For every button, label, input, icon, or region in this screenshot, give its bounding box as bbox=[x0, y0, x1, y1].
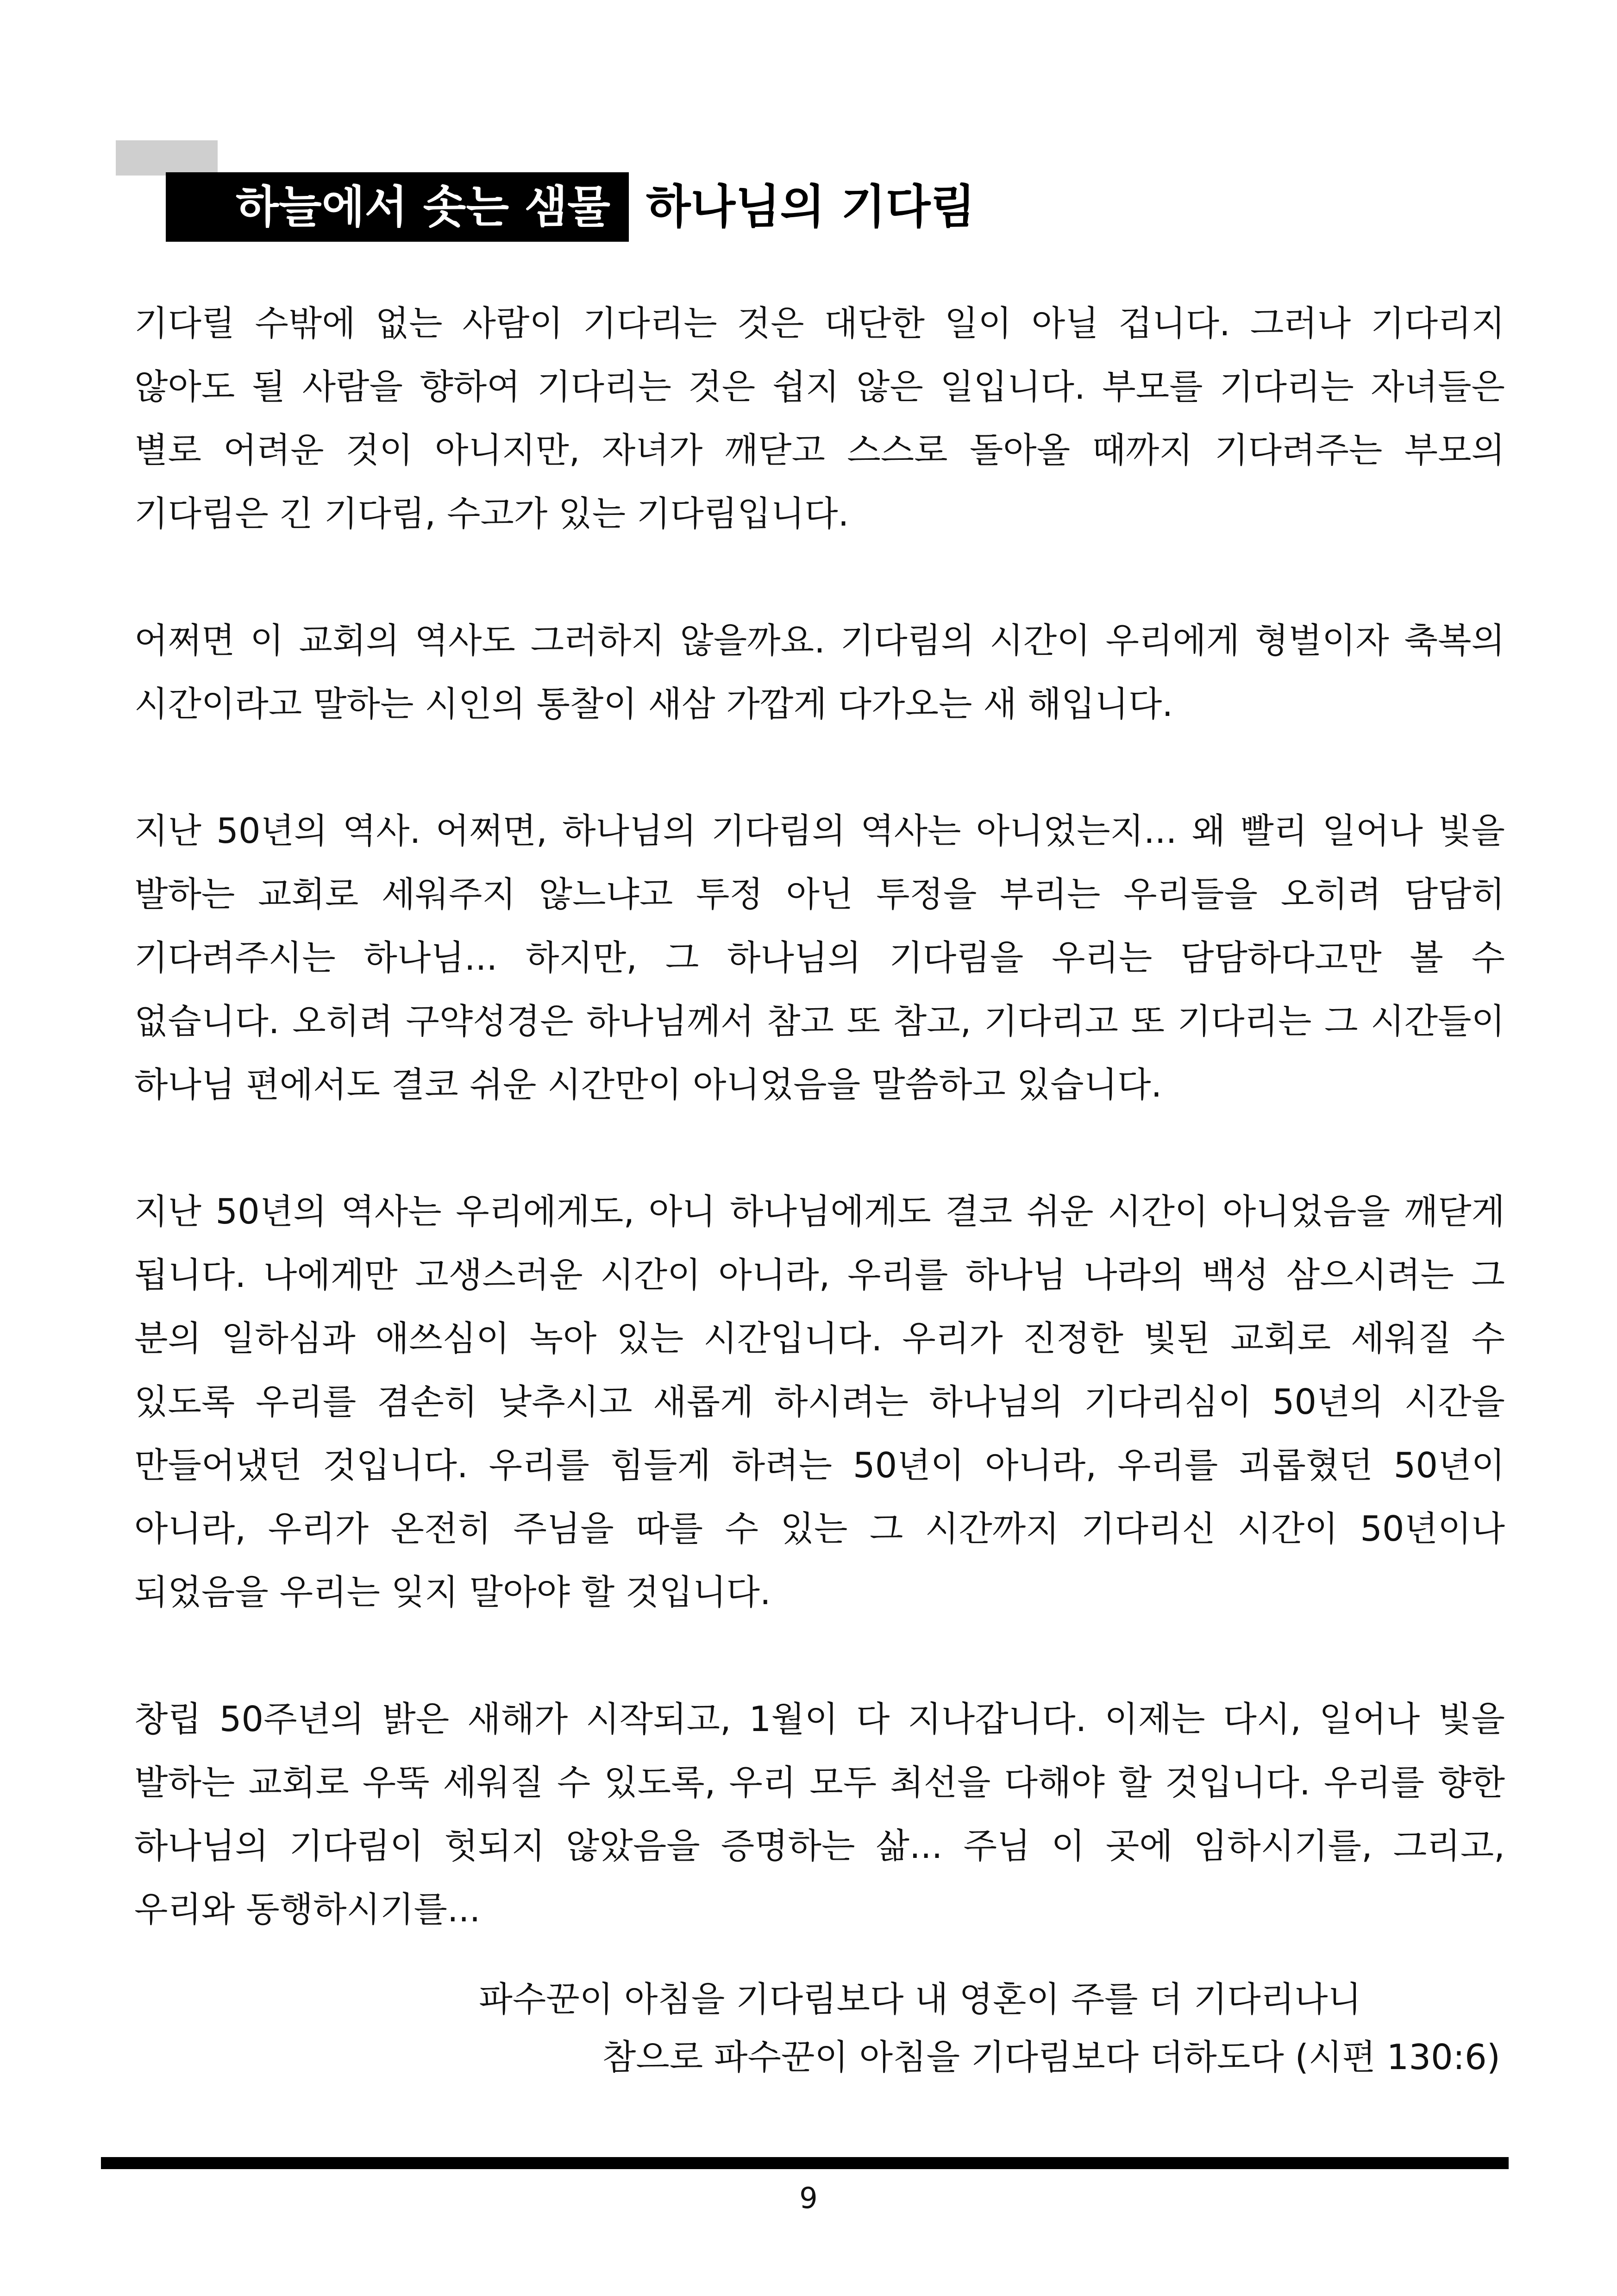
paragraph-5: 창립 50주년의 밝은 새해가 시작되고, 1월이 다 지나갑니다. 이제는 다시, 일어나 빛을 발하는 교회로 우뚝 세워질 수 있도록, 우리 모두 최선을 다해야 할 것입니다. 우리를 향한 하나님의 기다림이 헛되지 않았음을 증명하는 삶... 주님 이 곳에 임하시기를, 그리고, 우리와 동행하시기를... bbox=[134, 1699, 1505, 1930]
decorative-gray-tab bbox=[116, 140, 218, 176]
paragraph-4: 지난 50년의 역사는 우리에게도, 아니 하나님에게도 결코 쉬운 시간이 아니었음을 깨닫게 됩니다. 나에게만 고생스러운 시간이 아니라, 우리를 하나님 나라의 백성 삼으시려는 그 분의 일하심과 애쓰심이 녹아 있는 시간입니다. 우리가 진정한 빛된 교회로 세워질 수 있도록 우리를 겸손히 낮추시고 새롭게 하시려는 하나님의 기다리심이 50년의 시간을 만들어냈던 것입니다. 우리를 힘들게 하려는 50년이 아니라, 우리를 괴롭혔던 50년이 아니라, 우리가 온전히 주님을 따를 수 있는 그 시간까지 기다리신 시간이 50년이나 되었음을 우리는 잊지 말아야 할 것입니다. bbox=[134, 1191, 1505, 1612]
article-body bbox=[134, 292, 1505, 2005]
column-label-text: 하늘에서 솟는 샘물 bbox=[236, 181, 610, 233]
column-label bbox=[166, 172, 629, 242]
paragraph-1: 기다릴 수밖에 없는 사람이 기다리는 것은 대단한 일이 아닐 겁니다. 그러나 기다리지 않아도 될 사람을 향하여 기다리는 것은 쉽지 않은 일입니다. 부모를 기다리는 자녀들은 별로 어려운 것이 아니지만, 자녀가 깨닫고 스스로 돌아올 때까지 기다려주는 부모의 기다림은 긴 기다림, 수고가 있는 기다림입니다. bbox=[134, 303, 1505, 534]
footer-divider bbox=[101, 2157, 1509, 2169]
page-number: 9 bbox=[799, 2181, 818, 2215]
paragraph-3: 지난 50년의 역사. 어쩌면, 하나님의 기다림의 역사는 아니었는지... 왜 빨리 일어나 빛을 발하는 교회로 세워주지 않느냐고 투정 아닌 투정을 부리는 우리들을 오히려 담담히 기다려주시는 하나님... 하지만, 그 하나님의 기다림을 우리는 담담하다고만 볼 수 없습니다. 오히려 구약성경은 하나님께서 참고 또 참고, 기다리고 또 기다리는 그 시간들이 하나님 편에서도 결코 쉬운 시간만이 아니었음을 말씀하고 있습니다. bbox=[134, 810, 1505, 1105]
scripture-line-1: 파수꾼이 아침을 기다림보다 내 영혼이 주를 더 기다리나니 bbox=[479, 1979, 1361, 2020]
scripture-line-2: 참으로 파수꾼이 아침을 기다림보다 더하도다 (시편 130:6) bbox=[602, 2037, 1500, 2077]
scripture-quote bbox=[389, 1970, 1500, 2086]
article-title: 하나님의 기다림 bbox=[646, 180, 976, 234]
paragraph-2: 어쩌면 이 교회의 역사도 그러하지 않을까요. 기다림의 시간이 우리에게 형벌이자 축복의 시간이라고 말하는 시인의 통찰이 새삼 가깝게 다가오는 새 해입니다. bbox=[134, 620, 1505, 724]
